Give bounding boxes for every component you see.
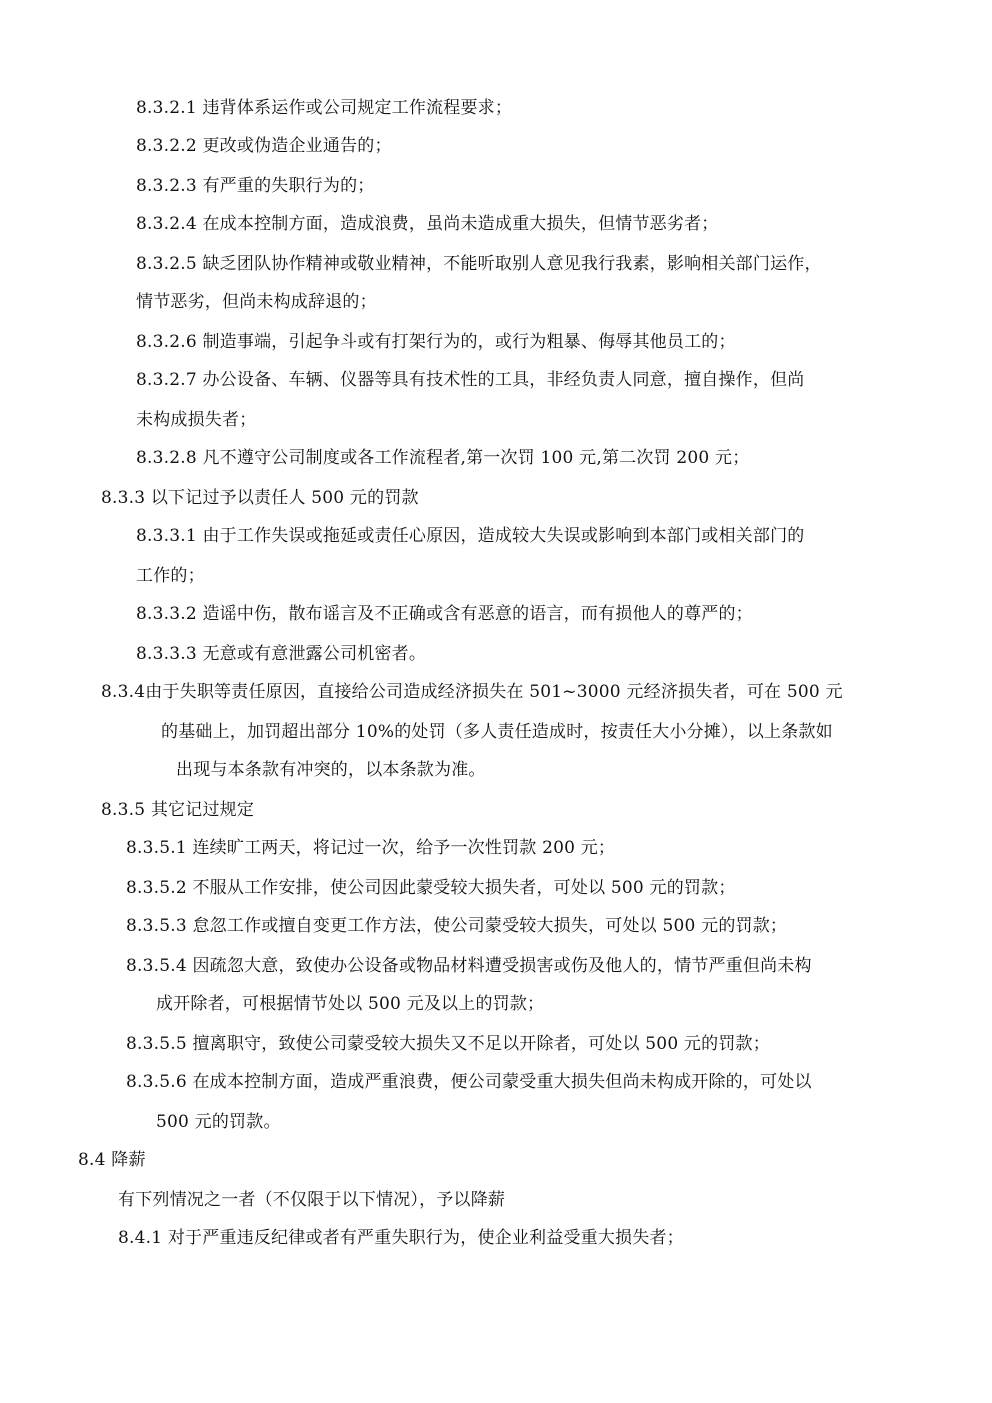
clause-8-3-2-8: 8.3.2.8 凡不遵守公司制度或各工作流程者,第一次罚 100 元,第二次罚 200 元； xyxy=(136,448,750,468)
clause-8-3-2-1: 8.3.2.1 违背体系运作或公司规定工作流程要求； xyxy=(136,98,513,118)
section-8-4-intro: 有下列情况之一者（不仅限于以下情况），予以降薪 xyxy=(118,1190,506,1210)
clause-8-3-2-4: 8.3.2.4 在成本控制方面，造成浪费，虽尚未造成重大损失，但情节恶劣者； xyxy=(136,214,719,234)
clause-8-3-2-5: 8.3.2.5 缺乏团队协作精神或敬业精神，不能听取别人意见我行我素，影响相关部门运作， xyxy=(136,254,822,274)
clause-8-3-5-1: 8.3.5.1 连续旷工两天，将记过一次，给予一次性罚款 200 元； xyxy=(126,838,616,858)
section-8-3-3-heading: 8.3.3 以下记过予以责任人 500 元的罚款 xyxy=(101,488,419,508)
clause-8-3-5-4: 8.3.5.4 因疏忽大意，致使办公设备或物品材料遭受损害或伤及他人的，情节严重但尚未构 xyxy=(126,956,812,976)
clause-8-3-2-2: 8.3.2.2 更改或伪造企业通告的； xyxy=(136,136,392,156)
section-8-3-5-heading: 8.3.5 其它记过规定 xyxy=(101,800,255,820)
section-8-3-4-continued-2: 出现与本条款有冲突的，以本条款为准。 xyxy=(176,760,486,780)
clause-8-3-2-6: 8.3.2.6 制造事端，引起争斗或有打架行为的，或行为粗暴、侮辱其他员工的； xyxy=(136,332,736,352)
clause-8-4-1: 8.4.1 对于严重违反纪律或者有严重失职行为，使企业利益受重大损失者； xyxy=(118,1228,684,1248)
clause-8-3-5-6-continued: 500 元的罚款。 xyxy=(156,1112,281,1132)
section-8-3-4: 8.3.4由于失职等责任原因，直接给公司造成经济损失在 501~3000 元经济损失者，可在 500 元 xyxy=(101,682,843,702)
clause-8-3-2-5-continued: 情节恶劣，但尚未构成辞退的； xyxy=(136,292,377,312)
clause-8-3-2-3: 8.3.2.3 有严重的失职行为的； xyxy=(136,176,375,196)
clause-8-3-3-1-continued: 工作的； xyxy=(136,566,205,586)
clause-8-3-3-2: 8.3.3.2 造谣中伤，散布谣言及不正确或含有恶意的语言，而有损他人的尊严的； xyxy=(136,604,753,624)
clause-8-3-2-7: 8.3.2.7 办公设备、车辆、仪器等具有技术性的工具，非经负责人同意，擅自操作，但尚 xyxy=(136,370,805,390)
section-8-4-heading: 8.4 降薪 xyxy=(78,1150,146,1170)
clause-8-3-3-1: 8.3.3.1 由于工作失误或拖延或责任心原因，造成较大失误或影响到本部门或相关部门的 xyxy=(136,526,805,546)
clause-8-3-5-5: 8.3.5.5 擅离职守，致使公司蒙受较大损失又不足以开除者，可处以 500 元的罚款； xyxy=(126,1034,770,1054)
clause-8-3-3-3: 8.3.3.3 无意或有意泄露公司机密者。 xyxy=(136,644,427,664)
clause-8-3-5-3: 8.3.5.3 怠忽工作或擅自变更工作方法，使公司蒙受较大损失，可处以 500 元的罚款； xyxy=(126,916,788,936)
section-8-3-4-continued-1: 的基础上，加罚超出部分 10%的处罚（多人责任造成时，按责任大小分摊），以上条款如 xyxy=(161,722,833,742)
clause-8-3-5-2: 8.3.5.2 不服从工作安排，使公司因此蒙受较大损失者，可处以 500 元的罚款； xyxy=(126,878,736,898)
clause-8-3-2-7-continued: 未构成损失者； xyxy=(136,410,257,430)
clause-8-3-5-6: 8.3.5.6 在成本控制方面，造成严重浪费，便公司蒙受重大损失但尚未构成开除的，可处以 xyxy=(126,1072,812,1092)
clause-8-3-5-4-continued: 成开除者，可根据情节处以 500 元及以上的罚款； xyxy=(156,994,545,1014)
